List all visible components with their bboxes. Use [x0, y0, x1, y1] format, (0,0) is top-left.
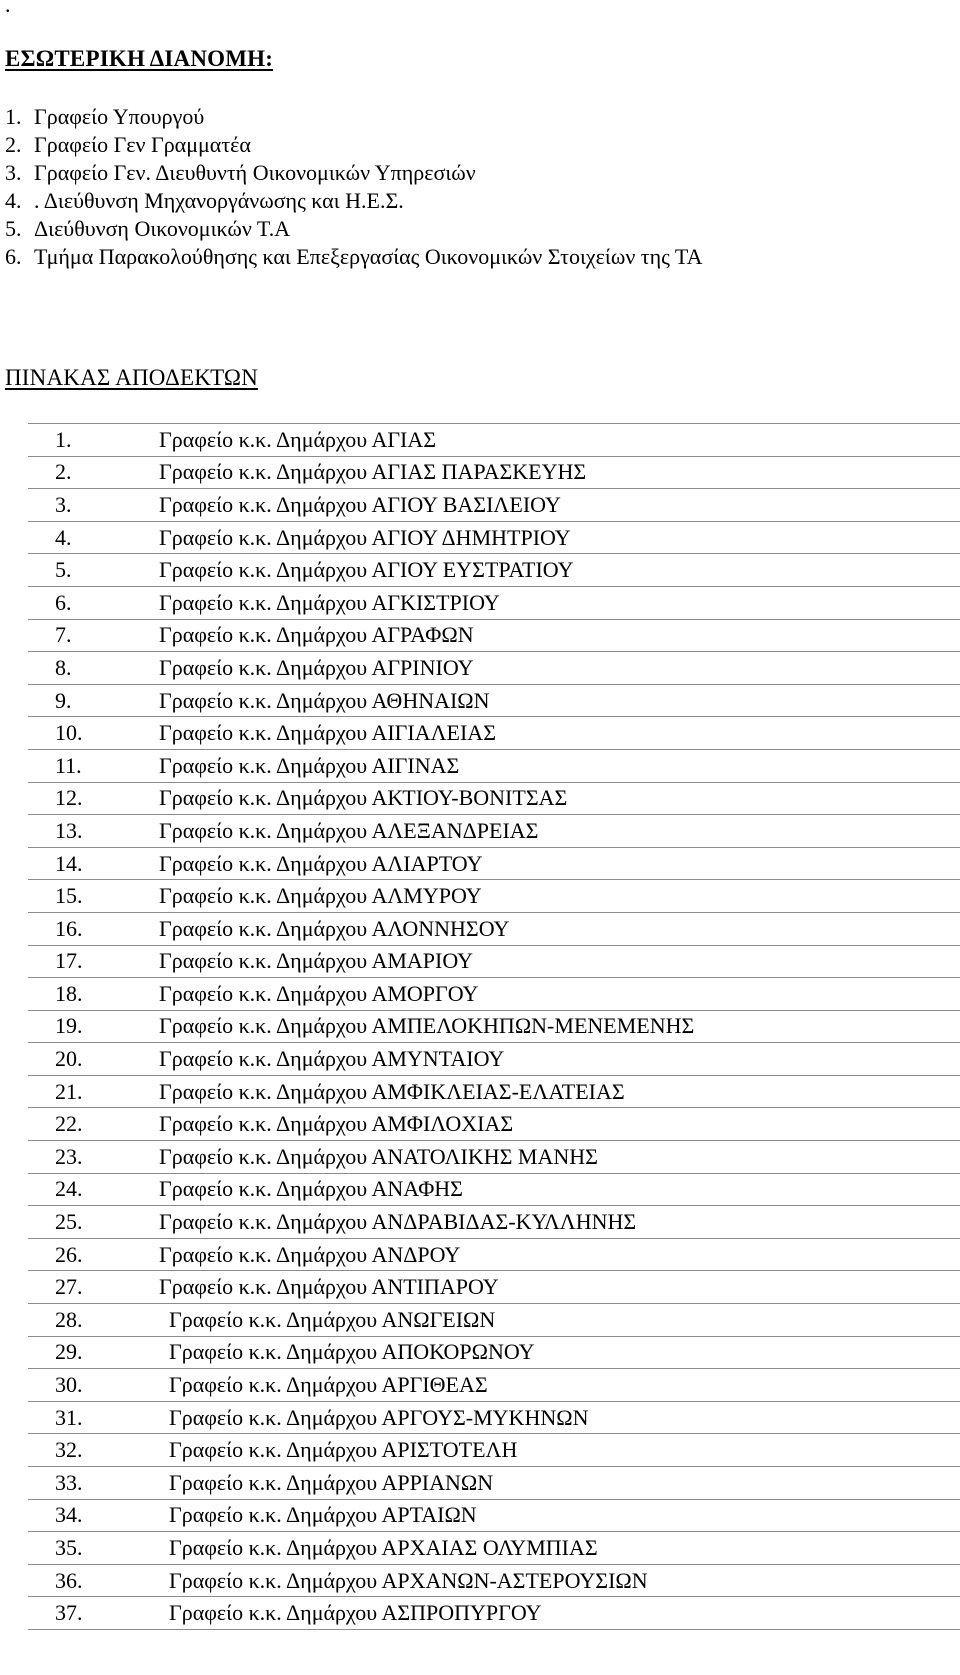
leading-mark: .	[5, 0, 11, 17]
row-number: 18.	[28, 978, 159, 1011]
row-recipient: Γραφείο κ.κ. Δημάρχου ΑΚΤΙΟΥ-ΒΟΝΙΤΣΑΣ	[159, 782, 960, 815]
table-row	[28, 880, 960, 913]
row-recipient: Γραφείο κ.κ. Δημάρχου ΑΙΓΙΑΛΕΙΑΣ	[159, 717, 960, 750]
table-row	[28, 1043, 960, 1076]
row-number: 27.	[28, 1271, 159, 1304]
table-row	[28, 749, 960, 782]
internal-distribution-list	[5, 103, 703, 271]
table-row	[28, 1369, 960, 1402]
list-item-number: 3.	[5, 160, 22, 185]
table-row	[28, 782, 960, 815]
table-row	[28, 1401, 960, 1434]
list-item-text: Γραφείο Γεν Γραμματέα	[34, 132, 251, 157]
row-number: 14.	[28, 847, 159, 880]
table-row	[28, 684, 960, 717]
row-recipient: Γραφείο κ.κ. Δημάρχου ΑΙΓΙΝΑΣ	[159, 749, 960, 782]
row-number: 2.	[28, 456, 159, 489]
row-recipient: Γραφείο κ.κ. Δημάρχου ΑΠΟΚΟΡΩΝΟΥ	[159, 1336, 960, 1369]
table-row	[28, 1206, 960, 1239]
row-number: 7.	[28, 619, 159, 652]
row-number: 20.	[28, 1043, 159, 1076]
recipients-table	[28, 423, 960, 1630]
table-row	[28, 424, 960, 457]
table-row	[28, 619, 960, 652]
row-number: 21.	[28, 1075, 159, 1108]
row-number: 4.	[28, 521, 159, 554]
row-recipient: Γραφείο κ.κ. Δημάρχου ΑΓΡΙΝΙΟΥ	[159, 652, 960, 685]
row-number: 37.	[28, 1597, 159, 1630]
list-item-text: Γραφείο Υπουργού	[34, 104, 205, 129]
table-row	[28, 1141, 960, 1174]
list-item-number: 6.	[5, 244, 22, 269]
table-row	[28, 1304, 960, 1337]
row-number: 10.	[28, 717, 159, 750]
row-number: 24.	[28, 1173, 159, 1206]
row-recipient: Γραφείο κ.κ. Δημάρχου ΑΛΜΥΡΟΥ	[159, 880, 960, 913]
list-item	[5, 131, 703, 159]
row-number: 16.	[28, 912, 159, 945]
row-number: 32.	[28, 1434, 159, 1467]
table-row	[28, 1108, 960, 1141]
row-number: 26.	[28, 1238, 159, 1271]
table-row	[28, 456, 960, 489]
row-recipient: Γραφείο κ.κ. Δημάρχου ΑΡΤΑΙΩΝ	[159, 1499, 960, 1532]
table-row	[28, 815, 960, 848]
table-row	[28, 554, 960, 587]
row-number: 30.	[28, 1369, 159, 1402]
row-number: 5.	[28, 554, 159, 587]
row-recipient: Γραφείο κ.κ. Δημάρχου ΑΡΧΑΝΩΝ-ΑΣΤΕΡΟΥΣΙΩΝ	[159, 1564, 960, 1597]
list-item-number: 5.	[5, 216, 22, 241]
recipients-table-body	[28, 424, 960, 1630]
row-number: 13.	[28, 815, 159, 848]
list-item	[5, 103, 703, 131]
row-recipient: Γραφείο κ.κ. Δημάρχου ΑΜΠΕΛΟΚΗΠΩΝ-ΜΕΝΕΜΕΝΗΣ	[159, 1010, 960, 1043]
row-number: 12.	[28, 782, 159, 815]
table-row	[28, 1597, 960, 1630]
row-number: 3.	[28, 489, 159, 522]
row-recipient: Γραφείο κ.κ. Δημάρχου ΑΝΤΙΠΑΡΟΥ	[159, 1271, 960, 1304]
row-recipient: Γραφείο κ.κ. Δημάρχου ΑΡΓΟΥΣ-ΜΥΚΗΝΩΝ	[159, 1401, 960, 1434]
row-recipient: Γραφείο κ.κ. Δημάρχου ΑΝΩΓΕΙΩΝ	[159, 1304, 960, 1337]
row-recipient: Γραφείο κ.κ. Δημάρχου ΑΓΙΟΥ ΒΑΣΙΛΕΙΟΥ	[159, 489, 960, 522]
table-row	[28, 521, 960, 554]
row-recipient: Γραφείο κ.κ. Δημάρχου ΑΝΑΤΟΛΙΚΗΣ ΜΑΝΗΣ	[159, 1141, 960, 1174]
row-number: 36.	[28, 1564, 159, 1597]
list-item-text: . Διεύθυνση Μηχανοργάνωσης και Η.Ε.Σ.	[34, 188, 404, 213]
row-recipient: Γραφείο κ.κ. Δημάρχου ΑΜΟΡΓΟΥ	[159, 978, 960, 1011]
table-row	[28, 1238, 960, 1271]
row-recipient: Γραφείο κ.κ. Δημάρχου ΑΝΑΦΗΣ	[159, 1173, 960, 1206]
row-recipient: Γραφείο κ.κ. Δημάρχου ΑΓΙΟΥ ΕΥΣΤΡΑΤΙΟΥ	[159, 554, 960, 587]
row-recipient: Γραφείο κ.κ. Δημάρχου ΑΓΡΑΦΩΝ	[159, 619, 960, 652]
table-row	[28, 717, 960, 750]
row-recipient: Γραφείο κ.κ. Δημάρχου ΑΝΔΡΑΒΙΔΑΣ-ΚΥΛΛΗΝΗΣ	[159, 1206, 960, 1239]
row-recipient: Γραφείο κ.κ. Δημάρχου ΑΜΦΙΛΟΧΙΑΣ	[159, 1108, 960, 1141]
table-row	[28, 978, 960, 1011]
row-number: 28.	[28, 1304, 159, 1337]
row-number: 34.	[28, 1499, 159, 1532]
row-recipient: Γραφείο κ.κ. Δημάρχου ΑΘΗΝΑΙΩΝ	[159, 684, 960, 717]
row-number: 11.	[28, 749, 159, 782]
table-row	[28, 912, 960, 945]
row-recipient: Γραφείο κ.κ. Δημάρχου ΑΛΟΝΝΗΣΟΥ	[159, 912, 960, 945]
row-number: 19.	[28, 1010, 159, 1043]
row-recipient: Γραφείο κ.κ. Δημάρχου ΑΜΥΝΤΑΙΟΥ	[159, 1043, 960, 1076]
row-recipient: Γραφείο κ.κ. Δημάρχου ΑΡΙΣΤΟΤΕΛΗ	[159, 1434, 960, 1467]
row-number: 23.	[28, 1141, 159, 1174]
table-row	[28, 586, 960, 619]
row-number: 9.	[28, 684, 159, 717]
row-recipient: Γραφείο κ.κ. Δημάρχου ΑΡΓΙΘΕΑΣ	[159, 1369, 960, 1402]
row-recipient: Γραφείο κ.κ. Δημάρχου ΑΡΧΑΙΑΣ ΟΛΥΜΠΙΑΣ	[159, 1532, 960, 1565]
table-row	[28, 1532, 960, 1565]
row-recipient: Γραφείο κ.κ. Δημάρχου ΑΝΔΡΟΥ	[159, 1238, 960, 1271]
row-number: 8.	[28, 652, 159, 685]
row-recipient: Γραφείο κ.κ. Δημάρχου ΑΡΡΙΑΝΩΝ	[159, 1467, 960, 1500]
list-item-number: 1.	[5, 104, 22, 129]
list-item	[5, 159, 703, 187]
row-recipient: Γραφείο κ.κ. Δημάρχου ΑΓΙΟΥ ΔΗΜΗΤΡΙΟΥ	[159, 521, 960, 554]
row-recipient: Γραφείο κ.κ. Δημάρχου ΑΓΙΑΣ	[159, 424, 960, 457]
row-recipient: Γραφείο κ.κ. Δημάρχου ΑΜΦΙΚΛΕΙΑΣ-ΕΛΑΤΕΙΑΣ	[159, 1075, 960, 1108]
row-recipient: Γραφείο κ.κ. Δημάρχου ΑΜΑΡΙΟΥ	[159, 945, 960, 978]
table-row	[28, 1467, 960, 1500]
row-number: 29.	[28, 1336, 159, 1369]
row-number: 15.	[28, 880, 159, 913]
row-recipient: Γραφείο κ.κ. Δημάρχου ΑΓΚΙΣΤΡΙΟΥ	[159, 586, 960, 619]
row-recipient: Γραφείο κ.κ. Δημάρχου ΑΛΙΑΡΤΟΥ	[159, 847, 960, 880]
list-item-text: Διεύθυνση Οικονομικών Τ.Α	[34, 216, 291, 241]
table-row	[28, 847, 960, 880]
table-row	[28, 945, 960, 978]
table-row	[28, 1010, 960, 1043]
row-recipient: Γραφείο κ.κ. Δημάρχου ΑΣΠΡΟΠΥΡΓΟΥ	[159, 1597, 960, 1630]
row-recipient: Γραφείο κ.κ. Δημάρχου ΑΛΕΞΑΝΔΡΕΙΑΣ	[159, 815, 960, 848]
row-number: 33.	[28, 1467, 159, 1500]
internal-distribution-heading: ΕΣΩΤΕΡΙΚΗ ΔΙΑΝΟΜΗ:	[5, 46, 274, 71]
table-row	[28, 1075, 960, 1108]
list-item	[5, 187, 703, 215]
row-number: 17.	[28, 945, 159, 978]
table-row	[28, 1434, 960, 1467]
list-item-text: Γραφείο Γεν. Διευθυντή Οικονομικών Υπηρεσιών	[34, 160, 476, 185]
table-row	[28, 1336, 960, 1369]
table-row	[28, 1271, 960, 1304]
list-item-number: 4.	[5, 188, 22, 213]
row-number: 25.	[28, 1206, 159, 1239]
table-row	[28, 489, 960, 522]
list-item-number: 2.	[5, 132, 22, 157]
row-number: 1.	[28, 424, 159, 457]
row-number: 6.	[28, 586, 159, 619]
row-number: 31.	[28, 1401, 159, 1434]
row-number: 35.	[28, 1532, 159, 1565]
table-row	[28, 1173, 960, 1206]
table-row	[28, 1499, 960, 1532]
table-row	[28, 652, 960, 685]
table-row	[28, 1564, 960, 1597]
recipients-heading: ΠΙΝΑΚΑΣ ΑΠΟΔΕΚΤΩΝ	[5, 365, 259, 390]
list-item-text: Τμήμα Παρακολούθησης και Επεξεργασίας Οικονομικών Στοιχείων της ΤΑ	[34, 244, 703, 269]
list-item	[5, 215, 703, 243]
row-number: 22.	[28, 1108, 159, 1141]
row-recipient: Γραφείο κ.κ. Δημάρχου ΑΓΙΑΣ ΠΑΡΑΣΚΕΥΗΣ	[159, 456, 960, 489]
list-item	[5, 243, 703, 271]
